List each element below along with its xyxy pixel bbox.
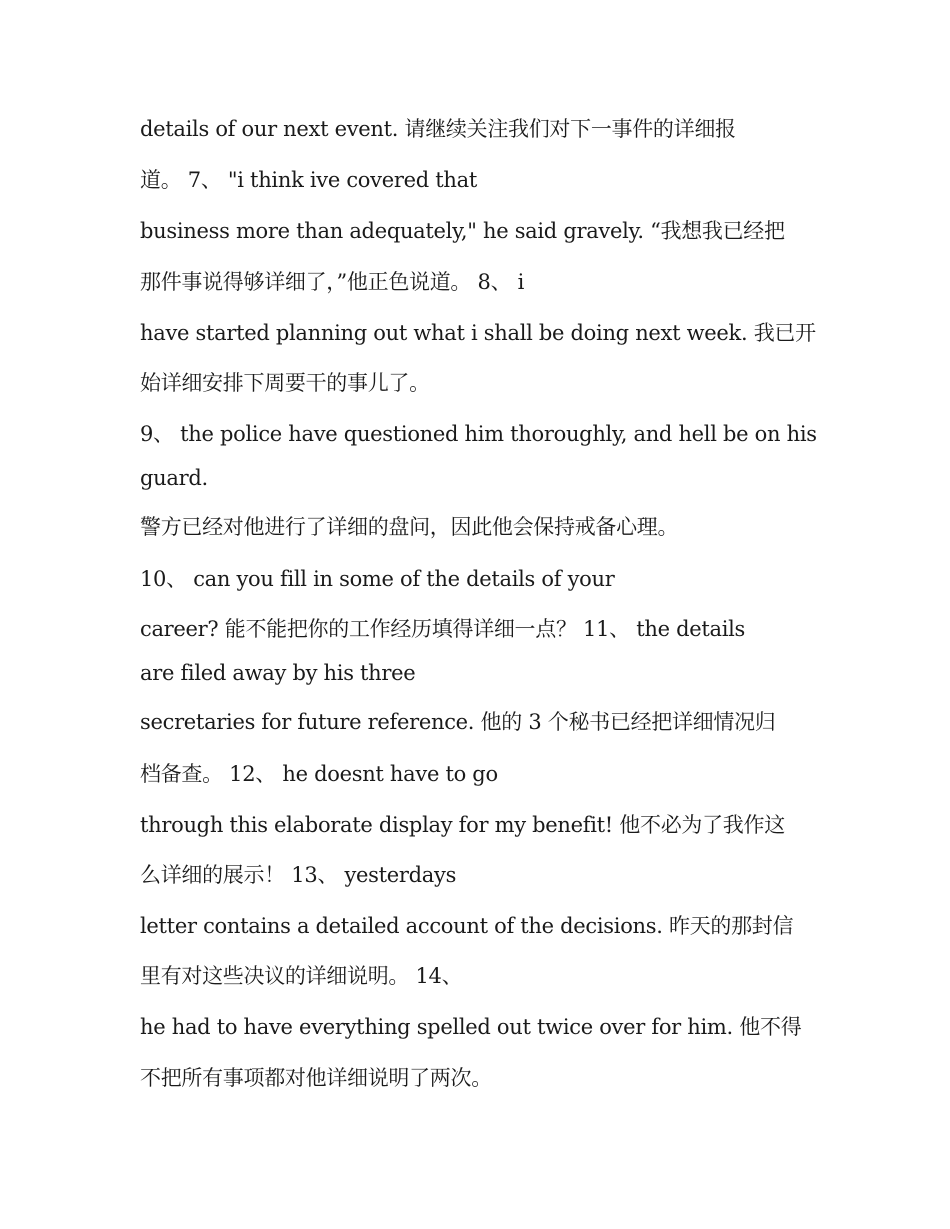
- text-line: 那件事说得够详细了，”他正色说道。 8、 i: [140, 270, 525, 294]
- text-line: details of our next event. 请继续关注我们对下一事件的详细报: [140, 117, 736, 141]
- text-line: 警方已经对他进行了详细的盘问，因此他会保持戒备心理。: [140, 515, 679, 539]
- text-line: have started planning out what i shall be doing next week. 我已开: [140, 321, 816, 345]
- text-line: through this elaborate display for my benefit! 他不必为了我作这: [140, 813, 785, 837]
- text-line: 么详细的展示！ 13、 yesterdays: [140, 863, 457, 887]
- text-line: 始详细安排下周要干的事儿了。: [140, 371, 430, 395]
- text-line: 道。 7、 "i think ive covered that: [140, 168, 477, 192]
- text-line: 里有对这些决议的详细说明。 14、: [140, 964, 463, 988]
- text-line: secretaries for future reference. 他的 3 个秘书已经把详细情况归: [140, 710, 776, 734]
- text-line: guard.: [140, 466, 208, 490]
- text-line: letter contains a detailed account of the decisions. 昨天的那封信: [140, 914, 794, 938]
- text-line: are filed away by his three: [140, 661, 416, 685]
- text-line: 档备查。 12、 he doesnt have to go: [140, 762, 498, 786]
- text-line: 不把所有事项都对他详细说明了两次。: [140, 1066, 492, 1090]
- text-line: he had to have everything spelled out twice over for him. 他不得: [140, 1015, 802, 1039]
- text-line: 9、 the police have questioned him thoroughly, and hell be on his: [140, 422, 817, 446]
- text-line: 10、 can you fill in some of the details of your: [140, 567, 615, 591]
- text-line: business more than adequately," he said gravely. “我想我已经把: [140, 219, 785, 243]
- text-line: career? 能不能把你的工作经历填得详细一点？ 11、 the details: [140, 617, 746, 641]
